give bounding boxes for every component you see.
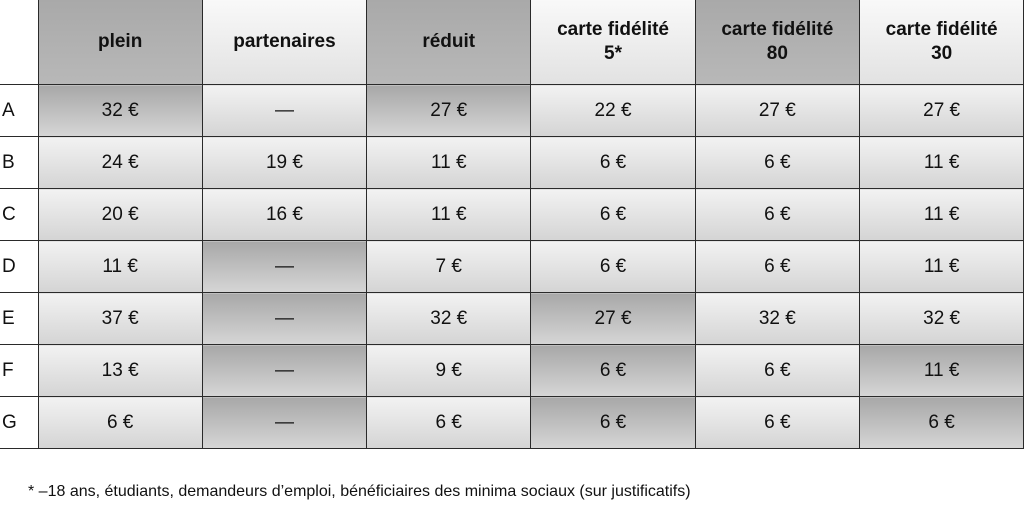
- col-header-carte-fidelite-80: [695, 0, 859, 85]
- table-row: [0, 137, 1024, 189]
- price-cell: 16 €: [202, 189, 366, 241]
- price-cell: 27 €: [367, 85, 531, 137]
- col-header-carte-fidelite-30: [859, 0, 1023, 85]
- table-row: [0, 85, 1024, 137]
- price-cell: 6 €: [531, 189, 695, 241]
- price-cell: 6 €: [531, 137, 695, 189]
- corner-cell: [0, 0, 38, 85]
- price-cell: 32 €: [695, 293, 859, 345]
- price-cell: 11 €: [859, 345, 1023, 397]
- table-row: [0, 397, 1024, 449]
- price-cell: 6 €: [695, 345, 859, 397]
- col-header-reduit: [367, 0, 531, 85]
- price-cell: 11 €: [859, 189, 1023, 241]
- table-row: [0, 241, 1024, 293]
- footnote: * –18 ans, étudiants, demandeurs d’emploi, bénéficiaires des minima sociaux (sur justificatifs): [28, 483, 691, 500]
- price-cell: 11 €: [859, 241, 1023, 293]
- row-label: D: [0, 241, 38, 293]
- price-cell: 7 €: [367, 241, 531, 293]
- price-cell: 6 €: [695, 137, 859, 189]
- row-label: G: [0, 397, 38, 449]
- price-cell: 6 €: [695, 397, 859, 449]
- price-cell: 32 €: [367, 293, 531, 345]
- table-row: [0, 189, 1024, 241]
- price-cell: 11 €: [367, 137, 531, 189]
- price-cell: 27 €: [695, 85, 859, 137]
- price-cell: 32 €: [859, 293, 1023, 345]
- header-line: carte fidélité: [885, 19, 998, 40]
- price-cell: 11 €: [859, 137, 1023, 189]
- header-row: [0, 0, 1024, 85]
- price-cell: 37 €: [38, 293, 202, 345]
- price-cell: 9 €: [367, 345, 531, 397]
- header-line: 5*: [604, 43, 623, 64]
- price-cell: 19 €: [202, 137, 366, 189]
- header-line: 80: [766, 43, 788, 64]
- price-cell: 13 €: [38, 345, 202, 397]
- price-cell: 6 €: [38, 397, 202, 449]
- price-cell: —: [202, 85, 366, 137]
- row-label: B: [0, 137, 38, 189]
- price-cell: 6 €: [695, 241, 859, 293]
- price-cell: 6 €: [531, 241, 695, 293]
- header-line: partenaires: [233, 31, 336, 52]
- price-cell: 6 €: [531, 345, 695, 397]
- price-cell: 27 €: [531, 293, 695, 345]
- price-cell: 22 €: [531, 85, 695, 137]
- price-cell: 6 €: [531, 397, 695, 449]
- price-cell: 6 €: [695, 189, 859, 241]
- price-cell: 11 €: [38, 241, 202, 293]
- header-line: réduit: [422, 31, 476, 52]
- price-cell: 6 €: [367, 397, 531, 449]
- price-cell: 24 €: [38, 137, 202, 189]
- table-row: [0, 345, 1024, 397]
- table-row: [0, 293, 1024, 345]
- price-cell: 6 €: [859, 397, 1023, 449]
- price-cell: 20 €: [38, 189, 202, 241]
- price-cell: —: [202, 345, 366, 397]
- price-cell: 27 €: [859, 85, 1023, 137]
- header-line: plein: [97, 31, 143, 52]
- row-label: F: [0, 345, 38, 397]
- col-header-plein: [38, 0, 202, 85]
- price-cell: —: [202, 293, 366, 345]
- row-label: C: [0, 189, 38, 241]
- price-cell: —: [202, 241, 366, 293]
- col-header-carte-fidelite-5: [531, 0, 695, 85]
- header-line: carte fidélité: [557, 19, 669, 40]
- header-line: 30: [931, 43, 953, 64]
- price-cell: 11 €: [367, 189, 531, 241]
- row-label: A: [0, 85, 38, 137]
- price-cell: —: [202, 397, 366, 449]
- col-header-partenaires: [202, 0, 366, 85]
- price-cell: 32 €: [38, 85, 202, 137]
- header-line: carte fidélité: [721, 19, 834, 40]
- row-label: E: [0, 293, 38, 345]
